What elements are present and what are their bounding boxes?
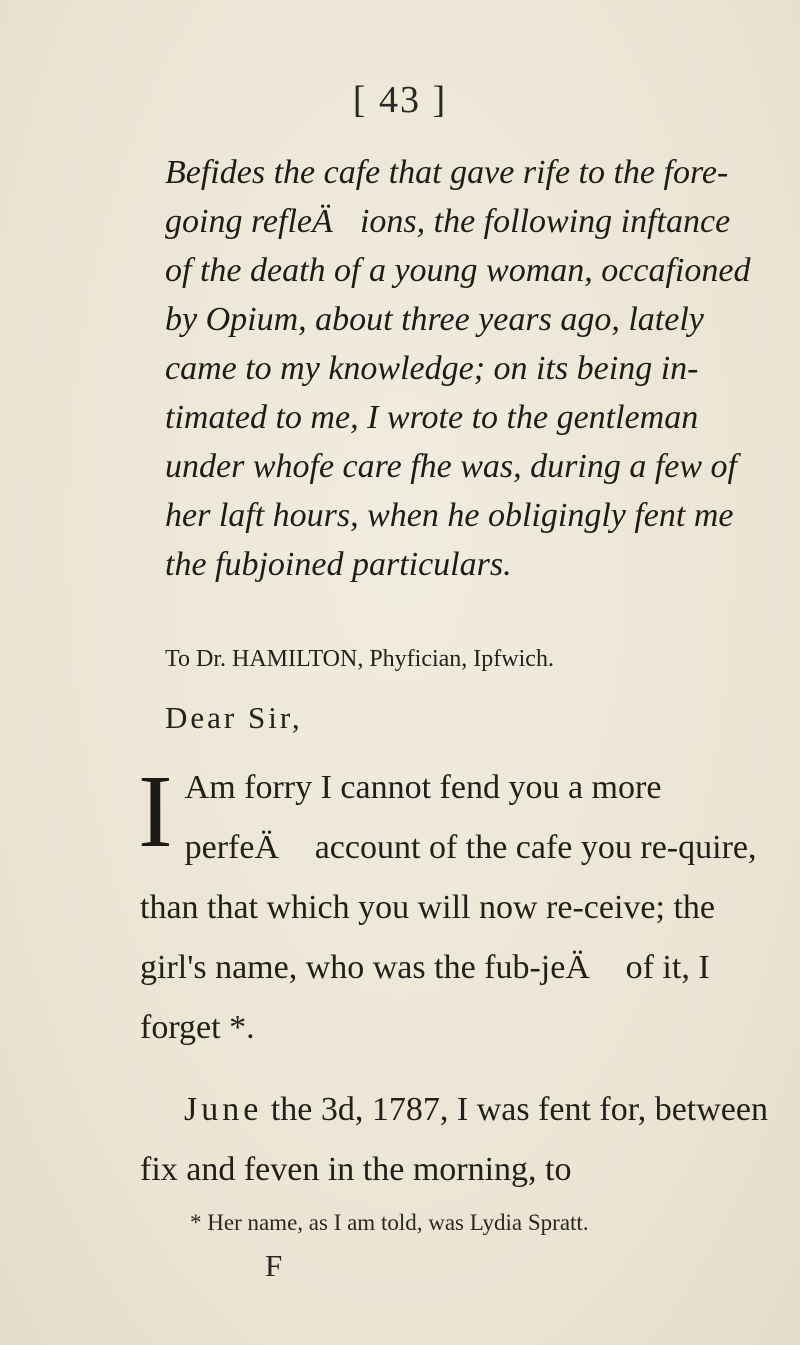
letter-paragraph [138, 754, 785, 1058]
letter-heading: To Dr. HAMILTON, Phyfician, Ipfwich. [165, 646, 554, 672]
letter-paragraph-2 [140, 1080, 785, 1200]
footnote: * Her name, as I am told, was Lydia Spratt. [190, 1210, 589, 1235]
page-number: [ 43 ] [352, 79, 448, 121]
letter-paragraph-text: Am forry I cannot fend you a more perfeÄ account of the cafe you re-quire, than that which you will now re-ceive; the girl's name, who was the fub-jeÄ of it, I forget *. [140, 769, 757, 1046]
salutation: Dear Sir, [165, 700, 303, 735]
letter-paragraph-2-text: the 3d, 1787, I was fent for, between fix and feven in the morning, to [140, 1091, 768, 1188]
intro-paragraph: Befides the cafe that gave rife to the fore-going refleÄions, the following inftance of the death of a young woman, occafioned by Opium, about three years ago, lately came to my knowledge; on its being in-timated to me, I wrote to the gentleman under whofe care fhe was, during a few of her laft hours, when he obligingly fent me the fubjoined particulars. [165, 154, 751, 583]
drop-cap: I [138, 754, 173, 869]
signature-mark: F [265, 1248, 283, 1283]
lead-word: June [184, 1091, 263, 1128]
